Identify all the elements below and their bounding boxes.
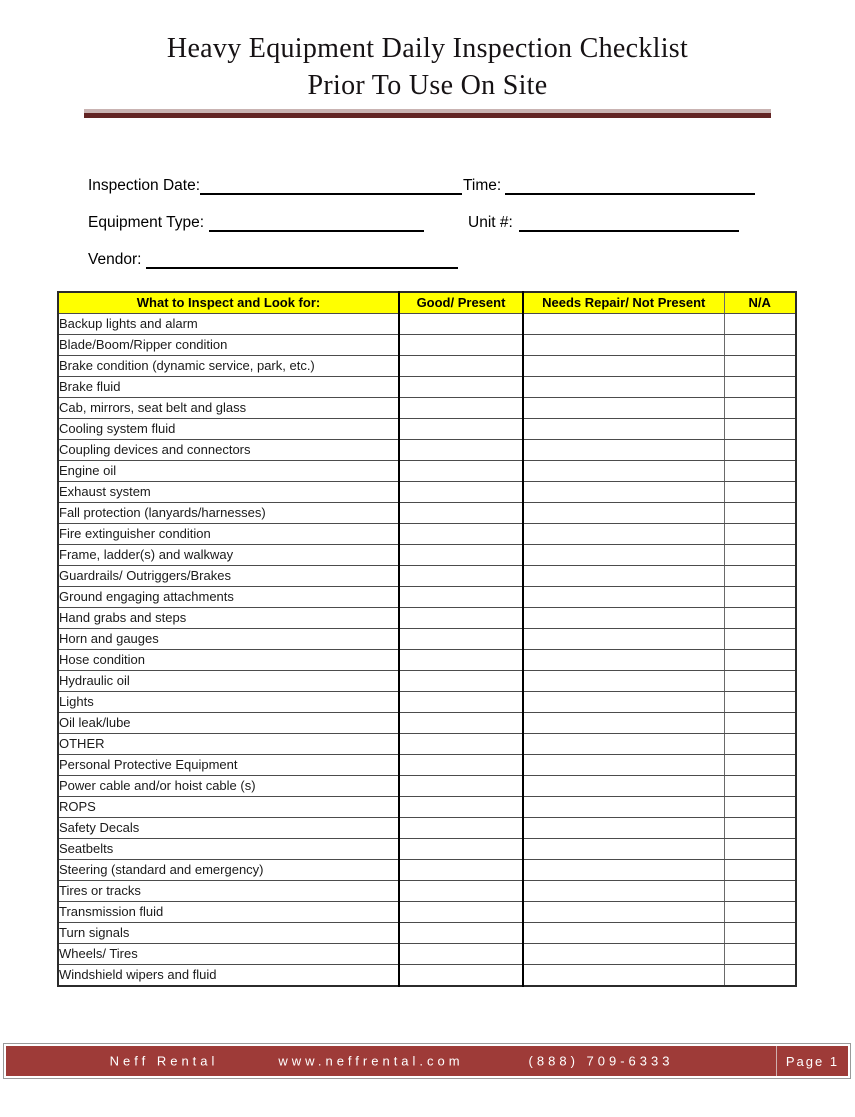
cell-needs-repair[interactable] <box>523 524 724 545</box>
cell-na[interactable] <box>724 356 796 377</box>
cell-good-present[interactable] <box>399 692 523 713</box>
cell-good-present[interactable] <box>399 923 523 944</box>
inspection-item-label: Fall protection (lanyards/harnesses) <box>58 503 399 524</box>
inspection-table <box>57 291 797 987</box>
inspection-item-label: Personal Protective Equipment <box>58 755 399 776</box>
inspection-item-label: Horn and gauges <box>58 629 399 650</box>
inspection-item-label: Engine oil <box>58 461 399 482</box>
form-row-vendor <box>88 251 855 269</box>
table-row <box>58 965 796 987</box>
cell-na[interactable] <box>724 461 796 482</box>
cell-needs-repair[interactable] <box>523 566 724 587</box>
cell-needs-repair[interactable] <box>523 713 724 734</box>
inspection-item-label: Frame, ladder(s) and walkway <box>58 545 399 566</box>
cell-needs-repair[interactable] <box>523 671 724 692</box>
footer-website: www.neffrental.com <box>278 1053 464 1069</box>
table-row <box>58 545 796 566</box>
cell-na[interactable] <box>724 776 796 797</box>
cell-na[interactable] <box>724 797 796 818</box>
inspection-item-label: Power cable and/or hoist cable (s) <box>58 776 399 797</box>
cell-needs-repair[interactable] <box>523 650 724 671</box>
inspection-item-label: Guardrails/ Outriggers/Brakes <box>58 566 399 587</box>
table-row <box>58 671 796 692</box>
cell-good-present[interactable] <box>399 503 523 524</box>
table-row <box>58 692 796 713</box>
inspection-item-label: Blade/Boom/Ripper condition <box>58 335 399 356</box>
cell-needs-repair[interactable] <box>523 692 724 713</box>
table-row <box>58 797 796 818</box>
table-row <box>58 566 796 587</box>
inspection-item-label: Hose condition <box>58 650 399 671</box>
cell-needs-repair[interactable] <box>523 923 724 944</box>
cell-good-present[interactable] <box>399 482 523 503</box>
footer-page-number: Page 1 <box>776 1046 848 1076</box>
inspection-item-label: Transmission fluid <box>58 902 399 923</box>
cell-na[interactable] <box>724 629 796 650</box>
cell-needs-repair[interactable] <box>523 314 724 335</box>
inspection-table-body <box>58 314 796 987</box>
table-row <box>58 650 796 671</box>
inspection-table-wrap <box>57 291 855 987</box>
inspection-item-label: Safety Decals <box>58 818 399 839</box>
cell-needs-repair[interactable] <box>523 734 724 755</box>
footer-company-name: Neff Rental <box>109 1053 219 1069</box>
header-na: N/A <box>724 292 796 314</box>
cell-needs-repair[interactable] <box>523 482 724 503</box>
footer-bar-inner <box>6 1046 848 1076</box>
cell-na[interactable] <box>724 860 796 881</box>
inspection-item-label: Oil leak/lube <box>58 713 399 734</box>
cell-na[interactable] <box>724 608 796 629</box>
table-row <box>58 902 796 923</box>
cell-needs-repair[interactable] <box>523 839 724 860</box>
cell-na[interactable] <box>724 587 796 608</box>
table-row <box>58 860 796 881</box>
cell-good-present[interactable] <box>399 440 523 461</box>
equipment-type-field[interactable] <box>209 214 424 232</box>
cell-good-present[interactable] <box>399 650 523 671</box>
cell-needs-repair[interactable] <box>523 377 724 398</box>
cell-good-present[interactable] <box>399 545 523 566</box>
table-row <box>58 734 796 755</box>
cell-good-present[interactable] <box>399 335 523 356</box>
cell-needs-repair[interactable] <box>523 965 724 987</box>
cell-na[interactable] <box>724 734 796 755</box>
equipment-type-label: Equipment Type: <box>88 214 205 231</box>
cell-needs-repair[interactable] <box>523 629 724 650</box>
cell-good-present[interactable] <box>399 377 523 398</box>
cell-na[interactable] <box>724 944 796 965</box>
cell-good-present[interactable] <box>399 755 523 776</box>
cell-na[interactable] <box>724 482 796 503</box>
cell-needs-repair[interactable] <box>523 797 724 818</box>
table-row <box>58 608 796 629</box>
inspection-item-label: Brake condition (dynamic service, park, etc.) <box>58 356 399 377</box>
header-needs-repair: Needs Repair/ Not Present <box>523 292 724 314</box>
table-row <box>58 461 796 482</box>
inspection-item-label: Lights <box>58 692 399 713</box>
cell-na[interactable] <box>724 818 796 839</box>
table-row <box>58 440 796 461</box>
cell-needs-repair[interactable] <box>523 335 724 356</box>
page-title-line2: Prior To Use On Site <box>307 70 548 101</box>
cell-good-present[interactable] <box>399 566 523 587</box>
inspection-item-label: Hydraulic oil <box>58 671 399 692</box>
cell-na[interactable] <box>724 440 796 461</box>
cell-na[interactable] <box>724 377 796 398</box>
cell-na[interactable] <box>724 713 796 734</box>
table-row <box>58 818 796 839</box>
inspection-item-label: Ground engaging attachments <box>58 587 399 608</box>
title-rule <box>84 109 771 118</box>
inspection-date-field[interactable] <box>200 177 462 195</box>
inspection-item-label: Turn signals <box>58 923 399 944</box>
cell-na[interactable] <box>724 839 796 860</box>
cell-na[interactable] <box>724 755 796 776</box>
cell-na[interactable] <box>724 503 796 524</box>
cell-good-present[interactable] <box>399 734 523 755</box>
table-row <box>58 335 796 356</box>
cell-needs-repair[interactable] <box>523 776 724 797</box>
inspection-item-label: Wheels/ Tires <box>58 944 399 965</box>
cell-good-present[interactable] <box>399 314 523 335</box>
inspection-item-label: Cooling system fluid <box>58 419 399 440</box>
cell-needs-repair[interactable] <box>523 881 724 902</box>
cell-na[interactable] <box>724 524 796 545</box>
cell-good-present[interactable] <box>399 671 523 692</box>
cell-good-present[interactable] <box>399 797 523 818</box>
cell-good-present[interactable] <box>399 461 523 482</box>
cell-good-present[interactable] <box>399 818 523 839</box>
table-row <box>58 755 796 776</box>
cell-needs-repair[interactable] <box>523 860 724 881</box>
inspection-item-label: Tires or tracks <box>58 881 399 902</box>
unit-number-label: Unit #: <box>468 214 513 231</box>
cell-na[interactable] <box>724 419 796 440</box>
cell-needs-repair[interactable] <box>523 461 724 482</box>
cell-good-present[interactable] <box>399 902 523 923</box>
inspection-item-label: Brake fluid <box>58 377 399 398</box>
inspection-item-label: Windshield wipers and fluid <box>58 965 399 987</box>
table-row <box>58 398 796 419</box>
cell-needs-repair[interactable] <box>523 818 724 839</box>
cell-na[interactable] <box>724 566 796 587</box>
cell-good-present[interactable] <box>399 965 523 987</box>
time-label: Time: <box>463 177 502 194</box>
cell-na[interactable] <box>724 692 796 713</box>
header-what-to-inspect: What to Inspect and Look for: <box>58 292 399 314</box>
inspection-item-label: Steering (standard and emergency) <box>58 860 399 881</box>
cell-good-present[interactable] <box>399 839 523 860</box>
header-good-present: Good/ Present <box>399 292 523 314</box>
inspection-item-label: Hand grabs and steps <box>58 608 399 629</box>
table-row <box>58 629 796 650</box>
time-field[interactable] <box>505 177 755 195</box>
cell-good-present[interactable] <box>399 944 523 965</box>
cell-good-present[interactable] <box>399 776 523 797</box>
page-title <box>0 0 855 118</box>
cell-na[interactable] <box>724 671 796 692</box>
cell-good-present[interactable] <box>399 860 523 881</box>
cell-needs-repair[interactable] <box>523 398 724 419</box>
table-row <box>58 776 796 797</box>
cell-good-present[interactable] <box>399 587 523 608</box>
cell-needs-repair[interactable] <box>523 587 724 608</box>
cell-good-present[interactable] <box>399 419 523 440</box>
table-row <box>58 713 796 734</box>
footer-bar <box>3 1043 851 1079</box>
unit-number-field[interactable] <box>519 214 739 232</box>
table-row <box>58 839 796 860</box>
cell-na[interactable] <box>724 650 796 671</box>
table-row <box>58 944 796 965</box>
table-row <box>58 356 796 377</box>
inspection-date-label: Inspection Date: <box>88 177 201 194</box>
table-row <box>58 923 796 944</box>
table-row <box>58 377 796 398</box>
form-row-equipment-unit <box>88 214 855 232</box>
cell-good-present[interactable] <box>399 608 523 629</box>
table-row <box>58 503 796 524</box>
table-row <box>58 314 796 335</box>
cell-needs-repair[interactable] <box>523 503 724 524</box>
table-row <box>58 482 796 503</box>
cell-good-present[interactable] <box>399 629 523 650</box>
cell-needs-repair[interactable] <box>523 608 724 629</box>
inspection-item-label: OTHER <box>58 734 399 755</box>
cell-na[interactable] <box>724 335 796 356</box>
form-header <box>88 177 855 269</box>
table-row <box>58 881 796 902</box>
cell-good-present[interactable] <box>399 881 523 902</box>
form-row-date-time <box>88 177 855 195</box>
inspection-item-label: Backup lights and alarm <box>58 314 399 335</box>
cell-needs-repair[interactable] <box>523 545 724 566</box>
table-header-row <box>58 292 796 314</box>
table-row <box>58 587 796 608</box>
vendor-label: Vendor: <box>88 251 142 268</box>
cell-na[interactable] <box>724 902 796 923</box>
table-row <box>58 419 796 440</box>
cell-needs-repair[interactable] <box>523 419 724 440</box>
cell-na[interactable] <box>724 881 796 902</box>
cell-na[interactable] <box>724 398 796 419</box>
inspection-item-label: ROPS <box>58 797 399 818</box>
vendor-field[interactable] <box>146 251 458 269</box>
cell-needs-repair[interactable] <box>523 356 724 377</box>
cell-good-present[interactable] <box>399 713 523 734</box>
cell-na[interactable] <box>724 545 796 566</box>
table-row <box>58 524 796 545</box>
cell-needs-repair[interactable] <box>523 944 724 965</box>
cell-na[interactable] <box>724 923 796 944</box>
inspection-item-label: Exhaust system <box>58 482 399 503</box>
footer-phone: (888) 709-6333 <box>528 1053 674 1069</box>
cell-good-present[interactable] <box>399 398 523 419</box>
inspection-item-label: Coupling devices and connectors <box>58 440 399 461</box>
cell-needs-repair[interactable] <box>523 755 724 776</box>
inspection-item-label: Cab, mirrors, seat belt and glass <box>58 398 399 419</box>
page-title-line1: Heavy Equipment Daily Inspection Checklist <box>166 33 689 64</box>
inspection-item-label: Seatbelts <box>58 839 399 860</box>
cell-good-present[interactable] <box>399 356 523 377</box>
cell-needs-repair[interactable] <box>523 902 724 923</box>
cell-good-present[interactable] <box>399 524 523 545</box>
cell-na[interactable] <box>724 965 796 987</box>
cell-na[interactable] <box>724 314 796 335</box>
inspection-item-label: Fire extinguisher condition <box>58 524 399 545</box>
cell-needs-repair[interactable] <box>523 440 724 461</box>
title-rule-dark <box>84 113 771 118</box>
